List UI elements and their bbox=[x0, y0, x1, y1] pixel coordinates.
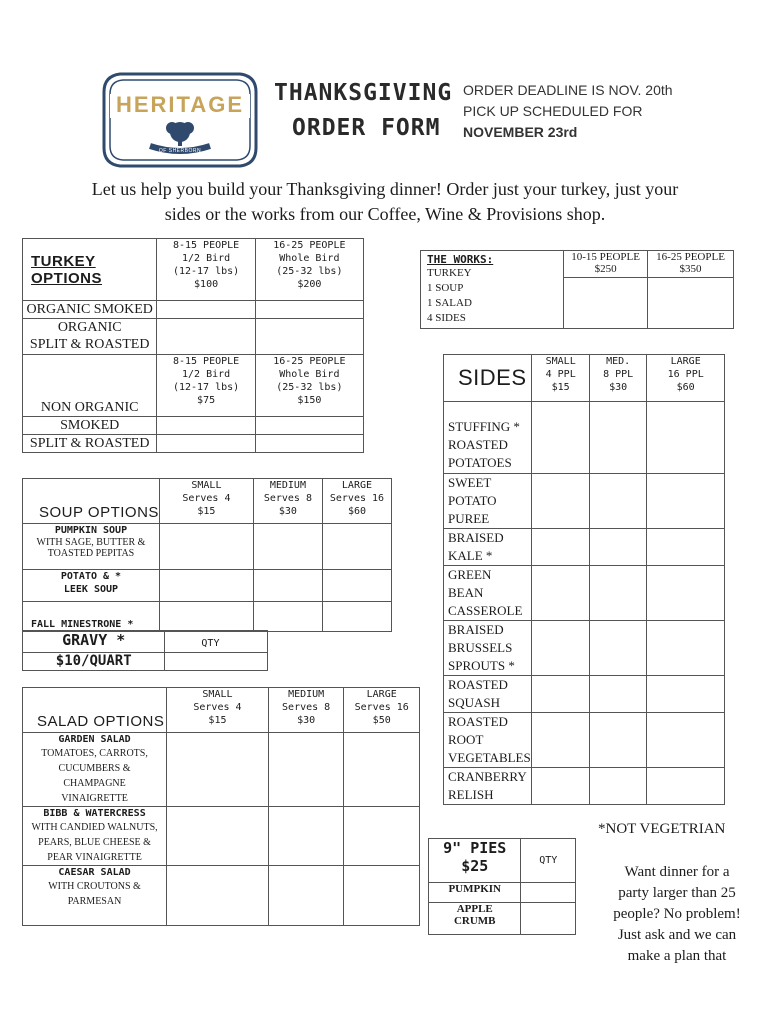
soup-input-cell[interactable] bbox=[253, 570, 322, 602]
side-input-cell[interactable] bbox=[647, 768, 725, 805]
turkey-row-smoked: SMOKED bbox=[23, 417, 157, 435]
works-item: 1 SALAD bbox=[427, 297, 472, 309]
turkey-row-organic-split: ORGANIC SPLIT & ROASTED bbox=[23, 319, 157, 355]
salad-large-header: LARGE Serves 16 $50 bbox=[344, 688, 420, 733]
salad-item-garden: GARDEN SALAD TOMATOES, CARROTS, CUCUMBERS & CHAMPAGNE VINAIGRETTE bbox=[23, 733, 167, 807]
heritage-logo bbox=[100, 70, 260, 170]
soup-item-potato-leek: POTATO & * LEEK SOUP bbox=[23, 570, 160, 602]
turkey-non-organic-half-header: 8-15 PEOPLE 1/2 Bird (12-17 lbs) $75 bbox=[157, 355, 255, 417]
soup-item-pumpkin: PUMPKIN SOUP WITH SAGE, BUTTER & TOASTED PEPITAS bbox=[23, 524, 160, 570]
side-item-green-bean: GREEN BEAN CASSEROLE bbox=[444, 566, 532, 621]
turkey-input-cell[interactable] bbox=[157, 319, 255, 355]
turkey-input-cell[interactable] bbox=[255, 319, 363, 355]
turkey-row-organic-smoked: ORGANIC SMOKED bbox=[23, 301, 157, 319]
works-item: TURKEY bbox=[427, 267, 472, 279]
soup-options-table bbox=[22, 478, 392, 632]
turkey-row-split-roasted: SPLIT & ROASTED bbox=[23, 435, 157, 453]
sides-large-header: LARGE 16 PPL $60 bbox=[647, 355, 725, 402]
turkey-input-cell[interactable] bbox=[255, 417, 363, 435]
the-works-items bbox=[421, 251, 564, 329]
title-line-1: THANKSGIVING bbox=[274, 80, 453, 106]
side-input-cell[interactable] bbox=[532, 676, 589, 713]
salad-options-heading: SALAD OPTIONS bbox=[37, 713, 165, 730]
pickup-line-2: NOVEMBER 23rd bbox=[463, 124, 578, 140]
intro-line-1: Let us help you build your Thanksgiving dinner! Order just your turkey, just your bbox=[91, 179, 679, 199]
turkey-non-organic-whole-header: 16-25 PEOPLE Whole Bird (25-32 lbs) $150 bbox=[255, 355, 363, 417]
soup-options-heading: SOUP OPTIONS bbox=[39, 504, 159, 521]
title-line-2: ORDER FORM bbox=[292, 115, 441, 141]
salad-input-cell[interactable] bbox=[167, 733, 269, 807]
soup-input-cell[interactable] bbox=[159, 524, 253, 570]
turkey-input-cell[interactable] bbox=[157, 417, 255, 435]
side-input-cell[interactable] bbox=[589, 713, 646, 768]
salad-medium-header: MEDIUM Serves 8 $30 bbox=[268, 688, 344, 733]
turkey-input-cell[interactable] bbox=[157, 301, 255, 319]
turkey-options-table bbox=[22, 238, 364, 453]
salad-small-header: SMALL Serves 4 $15 bbox=[167, 688, 269, 733]
turkey-organic-whole-header: 16-25 PEOPLE Whole Bird (25-32 lbs) $200 bbox=[255, 239, 363, 301]
the-works-heading: THE WORKS: bbox=[427, 253, 494, 266]
soup-item-minestrone: FALL MINESTRONE * bbox=[23, 602, 160, 632]
side-input-cell[interactable] bbox=[532, 621, 589, 676]
side-input-cell[interactable] bbox=[589, 566, 646, 621]
sides-small-header: SMALL 4 PPL $15 bbox=[532, 355, 589, 402]
side-item-sweet-potato: SWEET POTATO PUREE bbox=[444, 474, 532, 529]
side-input-cell[interactable] bbox=[589, 676, 646, 713]
soup-large-header: LARGE Serves 16 $60 bbox=[322, 479, 391, 524]
side-input-cell[interactable] bbox=[532, 768, 589, 805]
pie-item-pumpkin: PUMPKIN bbox=[429, 883, 521, 903]
salad-input-cell[interactable] bbox=[268, 807, 344, 866]
salad-item-bibb: BIBB & WATERCRESS WITH CANDIED WALNUTS, PEARS, BLUE CHEESE & PEAR VINAIGRETTE bbox=[23, 807, 167, 866]
side-input-cell[interactable] bbox=[647, 529, 725, 566]
soup-input-cell[interactable] bbox=[322, 524, 391, 570]
soup-input-cell[interactable] bbox=[322, 602, 391, 632]
soup-medium-header: MEDIUM Serves 8 $30 bbox=[253, 479, 322, 524]
pie-qty-input[interactable] bbox=[521, 883, 576, 903]
side-input-cell[interactable] bbox=[589, 768, 646, 805]
side-input-cell[interactable] bbox=[647, 676, 725, 713]
side-input-cell[interactable] bbox=[589, 402, 646, 474]
side-input-cell[interactable] bbox=[532, 713, 589, 768]
salad-input-cell[interactable] bbox=[344, 733, 420, 807]
works-item: 1 SOUP bbox=[427, 282, 464, 294]
large-party-note: Want dinner for a party larger than 25 people? No problem! Just ask and we can make a plan that bbox=[613, 864, 741, 964]
soup-input-cell[interactable] bbox=[253, 524, 322, 570]
gravy-label: GRAVY * bbox=[23, 631, 165, 653]
soup-input-cell[interactable] bbox=[159, 602, 253, 632]
salad-input-cell[interactable] bbox=[344, 807, 420, 866]
turkey-organic-half-header: 8-15 PEOPLE 1/2 Bird (12-17 lbs) $100 bbox=[157, 239, 255, 301]
salad-input-cell[interactable] bbox=[268, 866, 344, 926]
works-input-cell[interactable] bbox=[564, 278, 648, 329]
pickup-line-1: PICK UP SCHEDULED FOR bbox=[463, 103, 643, 119]
logo-frame-icon bbox=[100, 70, 260, 170]
side-input-cell[interactable] bbox=[532, 529, 589, 566]
side-input-cell[interactable] bbox=[647, 713, 725, 768]
sides-table bbox=[443, 354, 725, 805]
side-input-cell[interactable] bbox=[647, 402, 725, 474]
turkey-input-cell[interactable] bbox=[255, 435, 363, 453]
gravy-qty-input[interactable] bbox=[165, 653, 268, 671]
side-input-cell[interactable] bbox=[589, 529, 646, 566]
side-item-stuffing-potatoes: STUFFING * ROASTED POTATOES bbox=[444, 402, 532, 474]
side-input-cell[interactable] bbox=[589, 474, 646, 529]
pie-item-apple-crumb: APPLE CRUMB bbox=[429, 903, 521, 935]
pies-heading: 9" PIES $25 bbox=[429, 839, 521, 883]
salad-input-cell[interactable] bbox=[167, 866, 269, 926]
soup-small-header: SMALL Serves 4 $15 bbox=[159, 479, 253, 524]
sides-heading: SIDES bbox=[458, 365, 527, 390]
salad-options-table bbox=[22, 687, 420, 926]
turkey-row-non-organic-label: NON ORGANIC bbox=[23, 355, 157, 417]
gravy-price: $10/QUART bbox=[23, 653, 165, 671]
side-item-kale: BRAISED KALE * bbox=[444, 529, 532, 566]
order-deadline: ORDER DEADLINE IS NOV. 20th bbox=[463, 82, 673, 98]
side-input-cell[interactable] bbox=[532, 566, 589, 621]
salad-input-cell[interactable] bbox=[167, 807, 269, 866]
works-large-header: 16-25 PEOPLE $350 bbox=[648, 251, 734, 278]
salad-input-cell[interactable] bbox=[344, 866, 420, 926]
the-works-table bbox=[420, 250, 734, 329]
intro-line-2: sides or the works from our Coffee, Wine & Provisions shop. bbox=[164, 204, 606, 224]
works-item: 4 SIDES bbox=[427, 312, 466, 324]
pies-qty-header: QTY bbox=[521, 839, 576, 883]
turkey-input-cell[interactable] bbox=[255, 301, 363, 319]
pie-qty-input[interactable] bbox=[521, 903, 576, 935]
works-small-header: 10-15 PEOPLE $250 bbox=[564, 251, 648, 278]
gravy-qty-cell[interactable]: QTY bbox=[165, 631, 268, 653]
side-item-squash: ROASTED SQUASH bbox=[444, 676, 532, 713]
soup-input-cell[interactable] bbox=[253, 602, 322, 632]
side-input-cell[interactable] bbox=[647, 474, 725, 529]
turkey-options-heading: TURKEY OPTIONS bbox=[31, 252, 103, 287]
soup-input-cell[interactable] bbox=[159, 570, 253, 602]
side-input-cell[interactable] bbox=[647, 621, 725, 676]
pies-table bbox=[428, 838, 576, 935]
salad-item-caesar: CAESAR SALAD WITH CROUTONS & PARMESAN bbox=[23, 866, 167, 926]
soup-input-cell[interactable] bbox=[322, 570, 391, 602]
turkey-input-cell[interactable] bbox=[157, 435, 255, 453]
side-item-root-vegetables: ROASTED ROOT VEGETABLES bbox=[444, 713, 532, 768]
salad-input-cell[interactable] bbox=[268, 733, 344, 807]
sides-medium-header: MED. 8 PPL $30 bbox=[589, 355, 646, 402]
side-input-cell[interactable] bbox=[532, 474, 589, 529]
side-item-brussels: BRAISED BRUSSELS SPROUTS * bbox=[444, 621, 532, 676]
logo-brand-text: HERITAGE bbox=[115, 92, 245, 117]
side-item-cranberry: CRANBERRY RELISH bbox=[444, 768, 532, 805]
side-input-cell[interactable] bbox=[589, 621, 646, 676]
logo-sub-text: OF SHERBORN bbox=[158, 148, 202, 154]
not-vegetarian-note: *NOT VEGETRIAN bbox=[598, 821, 726, 837]
gravy-table bbox=[22, 630, 268, 671]
side-input-cell[interactable] bbox=[532, 402, 589, 474]
side-input-cell[interactable] bbox=[647, 566, 725, 621]
works-input-cell[interactable] bbox=[648, 278, 734, 329]
